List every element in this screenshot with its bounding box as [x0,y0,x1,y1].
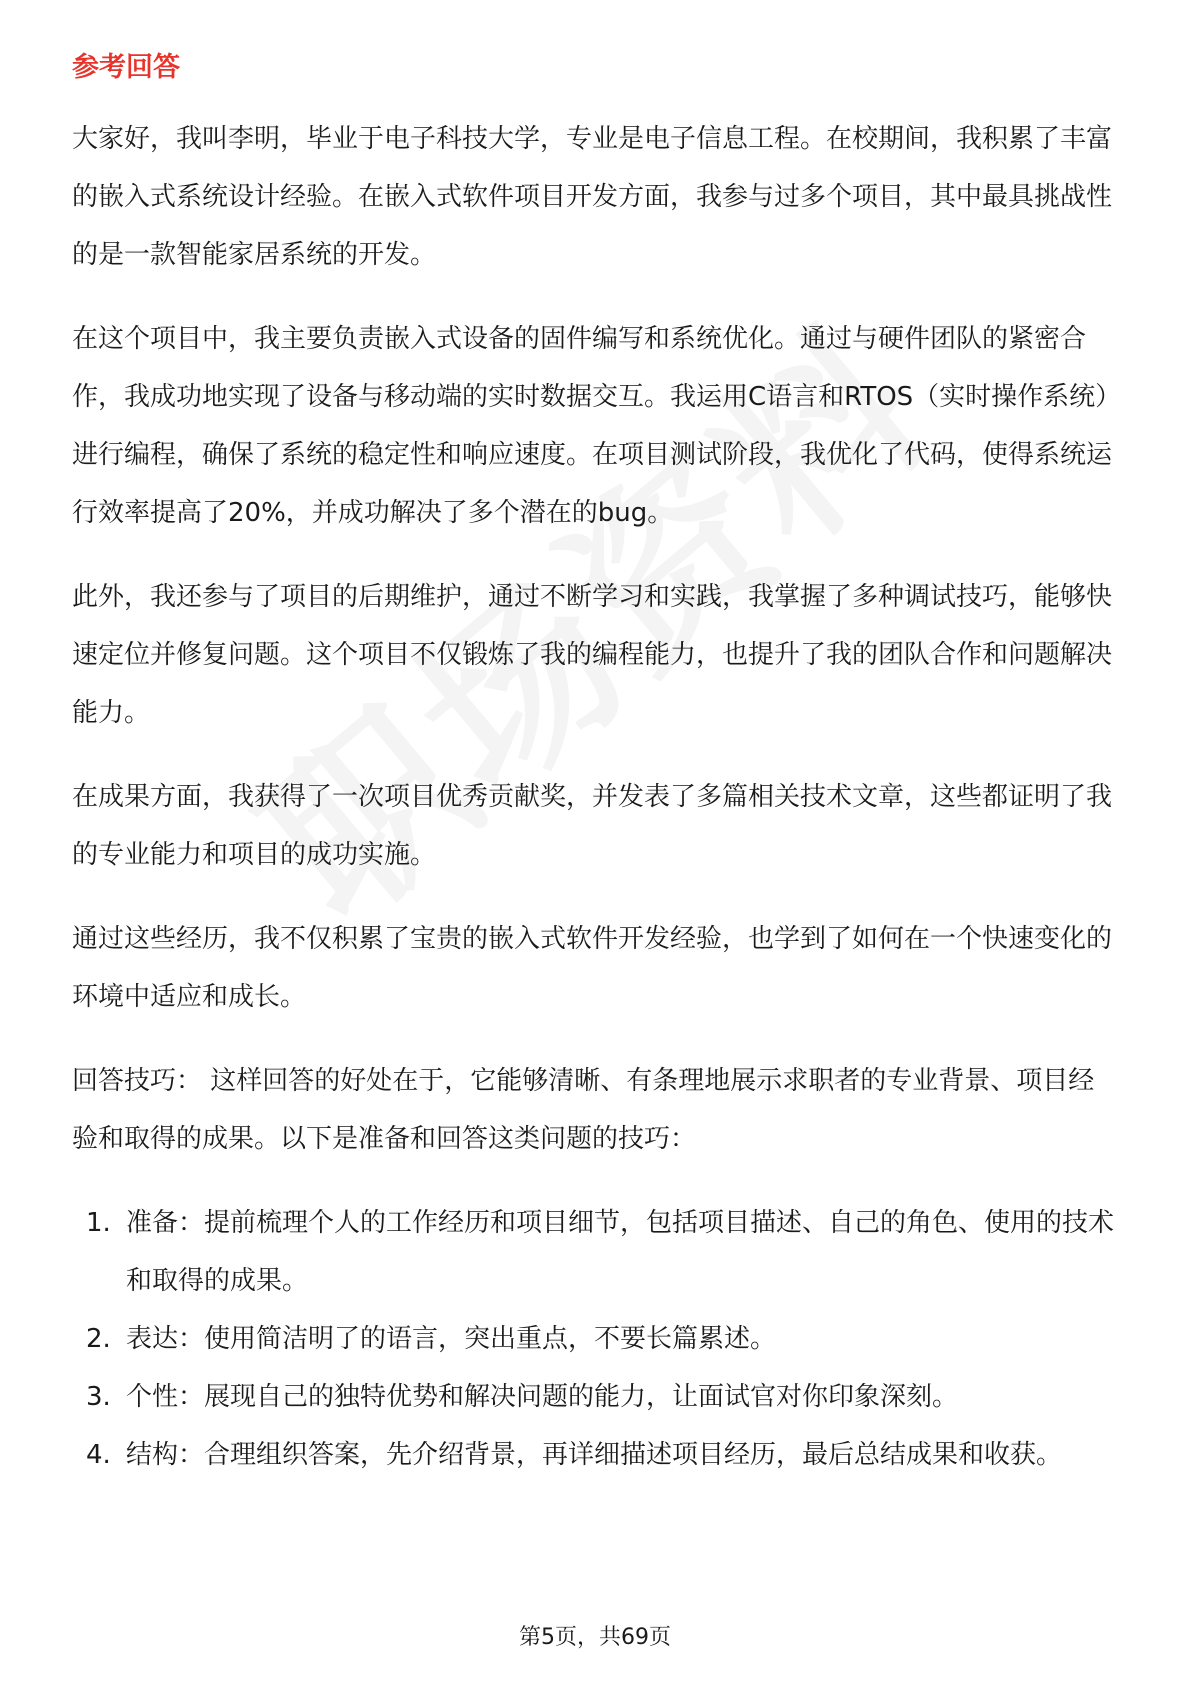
page-number-footer: 第5页，共69页 [519,1625,671,1650]
list-item-number: 1. [86,1208,111,1238]
list-item-number: 2. [86,1324,111,1354]
list-item [72,1310,1120,1368]
list-item [72,1194,1120,1310]
list-item-number: 4. [86,1440,111,1470]
achievements-paragraph: 在成果方面，我获得了一次项目优秀贡献奖，并发表了多篇相关技术文章，这些都证明了我的专业能力和项目的成功实施。 [72,782,1113,870]
list-item [72,1368,1120,1426]
maintenance-paragraph: 此外，我还参与了项目的后期维护，通过不断学习和实践，我掌握了多种调试技巧，能够快速定位并修复问题。这个项目不仅锻炼了我的编程能力，也提升了我的团队合作和问题解决能力。 [72,582,1113,728]
section-heading: 参考回答 [72,52,180,83]
intro-paragraph: 大家好，我叫李明，毕业于电子科技大学，专业是电子信息工程。在校期间，我积累了丰富的嵌入式系统设计经验。在嵌入式软件项目开发方面，我参与过多个项目，其中最具挑战性的是一款智能家居系统的开发。 [72,124,1113,270]
page-content [72,48,1120,1484]
list-item-text: 准备：提前梳理个人的工作经历和项目细节，包括项目描述、自己的角色、使用的技术和取得的成果。 [126,1208,1115,1296]
list-item-text: 结构：合理组织答案，先介绍背景，再详细描述项目经历，最后总结成果和收获。 [126,1440,1063,1470]
list-item-text: 个性：展现自己的独特优势和解决问题的能力，让面试官对你印象深刻。 [126,1382,959,1412]
tips-list [72,1194,1120,1484]
list-item-number: 3. [86,1382,111,1412]
list-item [72,1426,1120,1484]
summary-paragraph: 通过这些经历，我不仅积累了宝贵的嵌入式软件开发经验，也学到了如何在一个快速变化的环境中适应和成长。 [72,924,1113,1012]
project-paragraph: 在这个项目中，我主要负责嵌入式设备的固件编写和系统优化。通过与硬件团队的紧密合作，我成功地实现了设备与移动端的实时数据交互。我运用C语言和RTOS（实时操作系统）进行编程，确保了系统的稳定性和响应速度。在项目测试阶段，我优化了代码，使得系统运行效率提高了20%，并成功解决了多个潜在的bug。 [72,324,1113,528]
list-item-text: 表达：使用简洁明了的语言，突出重点，不要长篇累述。 [126,1324,777,1354]
tips-intro-paragraph: 回答技巧： 这样回答的好处在于，它能够清晰、有条理地展示求职者的专业背景、项目经验和取得的成果。以下是准备和回答这类问题的技巧： [72,1066,1095,1154]
